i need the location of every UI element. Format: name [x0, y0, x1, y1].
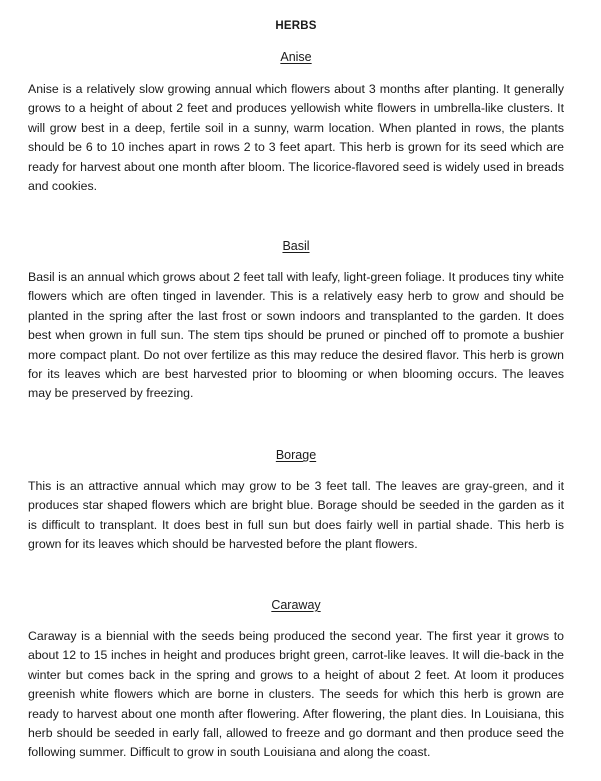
section-heading-text: Caraway [271, 598, 321, 612]
section-heading-borage [28, 448, 564, 462]
document-page [28, 0, 564, 781]
section-body-borage: This is an attractive annual which may grow to be 3 feet tall. The leaves are gray-green, and it produces star shaped flowers which are bright blue. Borage should be seeded in the garden as it is difficult to transplant. It does best in full sun but does fairly well in partial shade. This herb is grown for its leaves which should be harvested before the plant flowers. [28, 479, 564, 552]
section-body-anise: Anise is a relatively slow growing annual which flowers about 3 months after planting. It generally grows to a height of about 2 feet and produces yellowish white flowers in umbrella-like clusters. It will grow best in a deep, fertile soil in a sunny, warm location. When planted in rows, the plants should be 6 to 10 inches apart in rows 2 to 3 feet apart. This herb is grown for its seed which are ready for harvest about one month after bloom. The licorice-flavored seed is widely used in breads and cookies. [28, 82, 564, 194]
section-heading-caraway [28, 598, 564, 612]
page-title: HERBS [275, 20, 317, 32]
section-heading-basil [28, 239, 564, 253]
section-heading-text: Borage [275, 448, 317, 462]
section-body-caraway: Caraway is a biennial with the seeds being produced the second year. The first year it grows to about 12 to 15 inches in height and produces bright green, carrot-like leaves. It will die-back in the winter but comes back in the spring and grows to a height of about 2 feet. At loom it produces greenish white flowers which are borne in clusters. The seeds for which this herb is grown are ready to harvest about one month after flowering. After flowering, the plant dies. In Louisiana, this herb should be seeded in early fall, allowed to freeze and go dormant and then produce seed the following summer. Difficult to grow in south Louisiana and along the coast. [28, 629, 564, 760]
section-body-basil: Basil is an annual which grows about 2 feet tall with leafy, light-green foliage. It produces tiny white flowers which are often tinged in lavender. This is a relatively easy herb to grow and should be planted in the spring after the last frost or sown indoors and transplanted to the garden. It does best when grown in full sun. The stem tips should be pruned or pinched off to promote a bushier more compact plant. Do not over fertilize as this may reduce the desired flavor. This herb is grown for its leaves which are best harvested prior to blooming or when blooming occurs. The leaves may be preserved by freezing. [28, 270, 564, 401]
section-heading-text: Basil [282, 239, 310, 253]
section-heading-text: Anise [280, 50, 312, 64]
section-heading-anise [28, 50, 564, 64]
